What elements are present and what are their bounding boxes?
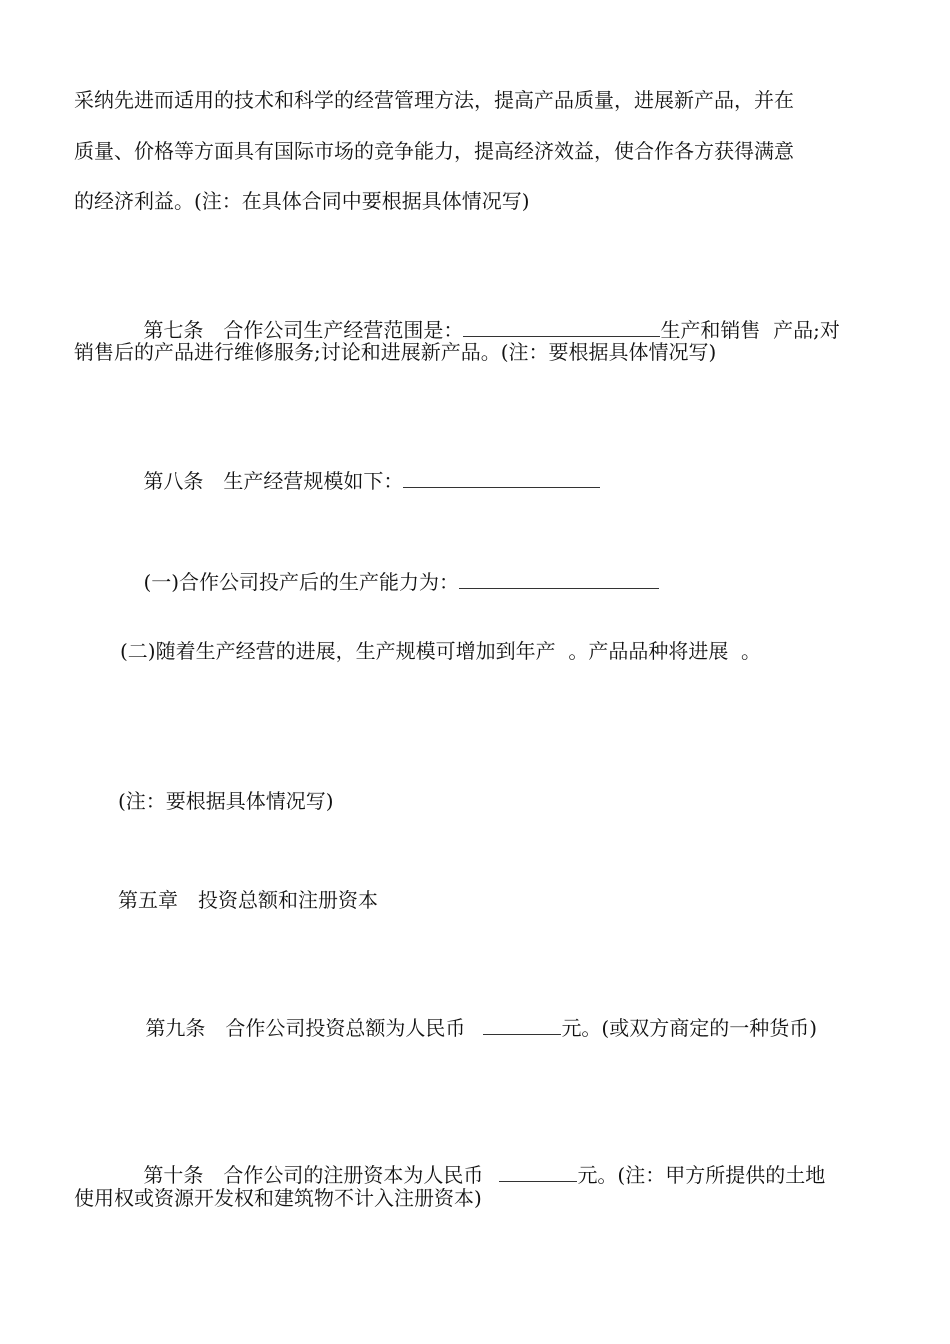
- item-1-line: [118, 540, 659, 624]
- article-9-currency-text: 元。(或双方商定的一种货币): [561, 1016, 818, 1040]
- article-8-line: [118, 439, 600, 523]
- intro-line-3: 的经济利益。(注：在具体合同中要根据具体情况写): [74, 189, 530, 213]
- note-line: (注：要根据具体情况写): [118, 789, 334, 813]
- fill-in-blank[interactable]: [499, 1163, 577, 1182]
- fill-in-blank[interactable]: [483, 1016, 561, 1035]
- item-1-text: (一)合作公司投产后的生产能力为：: [143, 570, 460, 594]
- article-9-line: [120, 986, 817, 1070]
- article-9-text: 第九条 合作公司投资总额为人民币: [145, 1016, 466, 1040]
- fill-in-blank[interactable]: [459, 570, 659, 589]
- article-10-line-2: 使用权或资源开发权和建筑物不计入注册资本): [74, 1186, 482, 1210]
- article-7-scope-text: 生产和销售 产品;对: [660, 318, 840, 342]
- article-7-line-2: 销售后的产品进行维修服务;讨论和进展新产品。(注：要根据具体情况写): [74, 340, 717, 364]
- item-2-line: (二)随着生产经营的进展，生产规模可增加到年产 。产品品种将进展 。: [120, 639, 762, 663]
- article-10-note-text: 元。(注：甲方所提供的土地: [577, 1163, 826, 1187]
- article-10-text: 第十条 合作公司的注册资本为人民币: [143, 1163, 484, 1187]
- article-8-text: 第八条 生产经营规模如下：: [143, 469, 404, 493]
- intro-line-1: 采纳先进而适用的技术和科学的经营管理方法，提高产品质量，进展新产品，并在: [74, 88, 794, 112]
- intro-line-2: 质量、价格等方面具有国际市场的竞争能力，提高经济效益，使合作各方获得满意: [74, 139, 794, 163]
- fill-in-blank[interactable]: [403, 469, 600, 488]
- chapter-5-heading: 第五章 投资总额和注册资本: [118, 888, 378, 912]
- fill-in-blank[interactable]: [463, 318, 660, 337]
- article-7-heading-text: 第七条 合作公司生产经营范围是：: [143, 318, 464, 342]
